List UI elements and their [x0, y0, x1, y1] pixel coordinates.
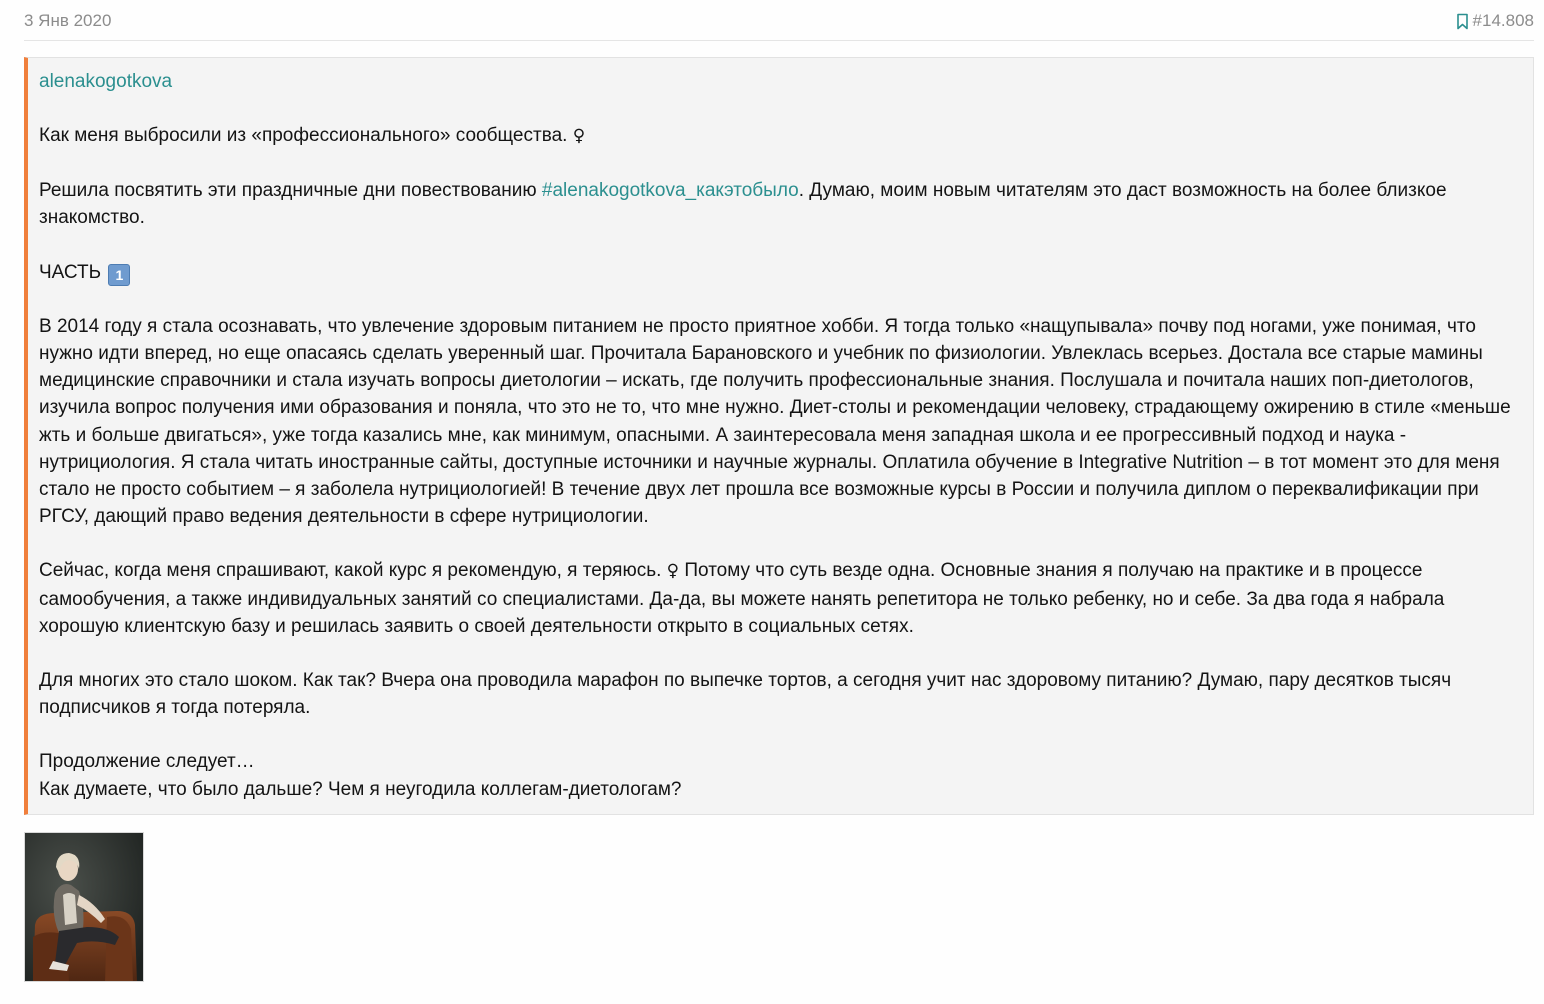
quote-block	[24, 57, 1534, 815]
part-label: ЧАСТЬ	[39, 261, 102, 283]
post-actions	[1456, 11, 1534, 31]
paragraph-2-text-after: Потому что суть везде одна. Основные знания я получаю на практике и в процессе самообучения, а также индивидуальных занятий со специалистами. Да-да, вы можете нанять репетитора не только ребенку, но и себе. За два года я набрала хорошую клиентскую базу и решилась заявить о своей деятельности открыто в социальных сетях.	[39, 560, 1445, 637]
attachment-thumbnail[interactable]	[24, 832, 144, 982]
body-paragraph-1: В 2014 году я стала осознавать, что увлечение здоровым питанием не просто приятное хобби. Я тогда только «нащупывала» почву под ногами, уже понимая, что нужно идти вперед, но еще опасаясь сделать уверенный шаг. Прочитала Барановского и учебник по физиологии. Увлеклась всерьез. Достала все старые мамины медицинские справочники и стала изучать вопросы диетологии – искать, где получить профессиональные знания. Послушала и почитала наших поп-диетологов, изучила вопрос получения ими образования и поняла, что это не то, что мне нужно. Диет-столы и рекомендации человеку, страдающему ожирению в стиле «меньше жть и больше двигаться», уже тогда казались мне, как минимум, опасными. А заинтересовала меня западная школа и ее прогрессивный подход и наука - нутрициология. Я стала читать иностранные сайты, доступные источники и научные журналы. Оплатила обучение в Integrative Nutrition – в тот момент это для меня стало не просто событием – я заболела нутрициологией! В течение двух лет прошла все возможные курсы в России и получила диплом о переквалификации при РГСУ, дающий право ведения деятельности в сфере нутрициологии.	[39, 315, 1511, 528]
intro-text-after: . Думаю, моим новым читателям это даст возможность на более близкое знакомство.	[39, 180, 1447, 229]
bookmark-icon[interactable]	[1456, 13, 1469, 30]
quote-author-link[interactable]: alenakogotkova	[39, 71, 173, 92]
quote-title-paragraph	[39, 122, 1521, 150]
female-sign-icon: ♀	[666, 561, 680, 582]
post-header	[24, 0, 1534, 41]
keycap-one-icon: 1	[108, 264, 130, 286]
closing-line-2: Как думаете, что было дальше? Чем я неугодила коллегам-диетологам?	[39, 778, 682, 800]
hashtag-link[interactable]: #alenakogotkova_какэтобыло	[541, 180, 799, 202]
part-heading	[39, 259, 1521, 286]
body-paragraph-3: Для многих это стало шоком. Как так? Вчера она проводила марафон по выпечке тортов, а сегодня учит нас здоровому питанию? Думаю, пару десятков тысяч подписчиков я тогда потеряла.	[39, 670, 1452, 719]
portrait-photo	[25, 833, 144, 982]
post-date-link[interactable]: 3 Янв 2020	[24, 11, 112, 30]
intro-paragraph	[39, 177, 1521, 231]
quote-title: Как меня выбросили из «профессионального» сообщества.	[39, 125, 568, 146]
closing-paragraph	[39, 748, 1521, 802]
post-number-link[interactable]: #14.808	[1472, 11, 1534, 30]
body-paragraph-2	[39, 557, 1521, 640]
intro-text-before: Решила посвятить эти праздничные дни повествованию	[39, 180, 542, 202]
female-sign-icon: ♀	[572, 126, 586, 146]
closing-line-1: Продолжение следует…	[39, 751, 255, 773]
paragraph-2-text-before: Сейчас, когда меня спрашивают, какой курс я рекомендую, я теряюсь.	[39, 560, 667, 582]
quote-body	[39, 122, 1521, 803]
